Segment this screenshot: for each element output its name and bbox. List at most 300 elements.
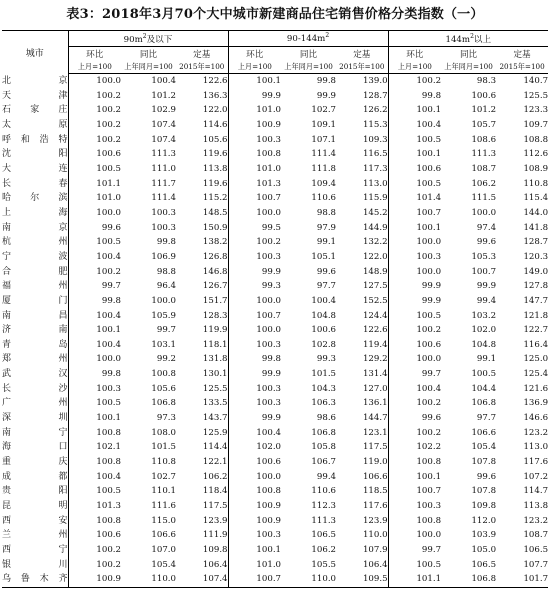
index-value: 106.6 [362, 471, 388, 482]
index-value: 100.5 [471, 369, 497, 380]
table-row [2, 411, 548, 426]
index-value: 110.6 [311, 486, 337, 497]
index-value: 99.7 [388, 543, 441, 558]
city-name: 沈阳 [2, 147, 68, 162]
index-value: 100.8 [388, 514, 441, 529]
index-value: 116.4 [523, 339, 549, 350]
index-value: 100.5 [96, 398, 121, 409]
index-value: 106.4 [362, 559, 388, 570]
index-value: 107.4 [151, 119, 176, 130]
table-row [2, 396, 548, 411]
city-name: 天津 [2, 89, 68, 104]
index-value: 97.4 [476, 222, 497, 233]
index-value: 119.0 [362, 457, 388, 468]
index-value: 125.5 [523, 90, 549, 101]
table-row [2, 338, 548, 353]
city-column-header: 城市 [2, 31, 68, 74]
city-name: 深圳 [2, 411, 68, 426]
table-row [2, 484, 548, 499]
index-value: 119.6 [202, 178, 228, 189]
index-value: 105.4 [471, 442, 497, 453]
index-value: 111.8 [311, 163, 337, 174]
index-value: 144.0 [523, 207, 549, 218]
index-value: 148.5 [202, 207, 228, 218]
table-row [2, 279, 548, 294]
index-value: 99.3 [228, 279, 281, 294]
index-value: 98.8 [156, 266, 176, 277]
index-value: 100.7 [471, 266, 497, 277]
index-value: 111.4 [311, 149, 337, 160]
index-value: 100.6 [96, 530, 121, 541]
index-value: 120.3 [523, 251, 549, 262]
index-value: 101.5 [311, 369, 337, 380]
index-value: 100.7 [388, 484, 441, 499]
city-name: 西安 [2, 514, 68, 529]
index-value: 125.0 [523, 354, 549, 365]
index-value: 125.9 [202, 427, 228, 438]
index-value: 110.0 [121, 572, 176, 587]
table-row [2, 235, 548, 250]
index-value: 99.8 [101, 369, 121, 380]
index-value: 99.9 [228, 89, 281, 104]
index-value: 100.2 [96, 90, 121, 101]
index-value: 105.6 [202, 134, 228, 145]
index-value: 136.1 [362, 398, 388, 409]
index-value: 130.1 [202, 369, 228, 380]
index-value: 101.1 [388, 572, 441, 587]
index-value: 105.4 [151, 559, 176, 570]
index-value: 100.0 [471, 207, 497, 218]
index-value: 100.1 [228, 74, 281, 89]
index-value: 100.0 [96, 207, 121, 218]
index-value: 109.7 [523, 119, 549, 130]
index-value: 100.5 [96, 237, 121, 248]
group-header-90: $90m^2$及以下 [68, 31, 228, 47]
index-value: 110.8 [523, 178, 549, 189]
index-value: 100.2 [388, 396, 441, 411]
index-value: 99.8 [316, 76, 337, 86]
base-header: 2015年=100 [176, 60, 228, 74]
index-value: 139.0 [362, 76, 388, 86]
index-value: 100.0 [388, 352, 441, 367]
index-value: 100.8 [228, 484, 281, 499]
index-value: 111.3 [311, 515, 337, 526]
index-value: 111.9 [202, 530, 228, 541]
index-value: 111.0 [151, 163, 176, 174]
city-name: 广州 [2, 396, 68, 411]
index-value: 105.6 [151, 383, 176, 394]
table-row [2, 514, 548, 529]
index-value: 110.6 [311, 193, 337, 204]
index-value: 100.6 [96, 149, 121, 160]
table-row [2, 558, 548, 573]
index-value: 100.3 [96, 383, 121, 394]
index-value: 122.6 [202, 76, 228, 86]
index-value: 126.8 [202, 251, 228, 262]
table-row [2, 352, 548, 367]
index-value: 100.3 [228, 382, 281, 397]
index-value: 98.6 [316, 413, 337, 424]
index-value: 99.8 [156, 237, 176, 248]
index-value: 114.4 [202, 442, 228, 453]
subcolumn-header: 定基 [193, 49, 211, 60]
index-value: 100.3 [388, 250, 441, 265]
index-value: 106.2 [202, 471, 228, 482]
index-value: 123.2 [523, 427, 549, 438]
index-value: 114.7 [523, 486, 549, 497]
index-value: 125.4 [523, 369, 549, 380]
index-value: 122.0 [362, 251, 388, 262]
base-header: 上月=100 [228, 60, 281, 74]
index-value: 109.5 [336, 572, 388, 587]
base-header: 2015年=100 [496, 60, 548, 74]
index-value: 110.0 [362, 530, 388, 541]
index-value: 100.2 [96, 134, 121, 145]
group-header-90-144: $90-144m^2$ [228, 31, 388, 47]
index-value: 100.8 [388, 455, 441, 470]
index-value: 101.1 [96, 178, 121, 189]
index-value: 103.9 [471, 530, 497, 541]
city-name: 长春 [2, 177, 68, 192]
subcolumn-header: 环比 [86, 49, 104, 60]
index-value: 127.5 [362, 281, 388, 292]
table-row [2, 543, 548, 558]
subcolumn-header-row [2, 47, 548, 61]
index-value: 100.1 [388, 221, 441, 236]
index-value: 100.9 [228, 499, 281, 514]
city-name: 兰州 [2, 528, 68, 543]
index-value: 101.3 [96, 501, 121, 512]
index-value: 102.0 [228, 440, 281, 455]
index-value: 102.7 [151, 471, 176, 482]
index-value: 109.8 [202, 545, 228, 555]
base-header: 2015年=100 [336, 60, 388, 74]
index-value: 119.6 [202, 149, 228, 160]
index-value: 105.9 [151, 310, 176, 321]
index-value: 131.4 [362, 369, 388, 380]
index-value: 102.0 [471, 325, 497, 336]
index-value: 101.4 [388, 191, 441, 206]
index-value: 98.8 [316, 207, 337, 218]
city-name: 哈尔滨 [2, 191, 68, 206]
index-value: 115.9 [362, 193, 388, 204]
index-value: 101.0 [228, 558, 281, 573]
index-value: 99.9 [388, 294, 441, 309]
index-value: 99.5 [228, 221, 281, 236]
index-value: 100.0 [388, 265, 441, 280]
table-row [2, 323, 548, 338]
index-value: 102.9 [151, 105, 176, 116]
index-value: 99.6 [476, 237, 497, 248]
index-value: 107.8 [471, 486, 497, 497]
index-value: 107.1 [311, 134, 337, 145]
index-value: 127.0 [362, 383, 388, 394]
index-value: 105.3 [471, 251, 497, 262]
city-name: 西宁 [2, 543, 68, 558]
subcolumn-header: 同比 [299, 49, 318, 60]
index-value: 128.3 [202, 310, 228, 321]
index-value: 100.4 [96, 339, 121, 350]
index-value: 99.9 [476, 281, 497, 292]
index-value: 138.2 [202, 237, 228, 248]
index-value: 100.7 [228, 309, 281, 324]
index-value: 101.0 [228, 162, 281, 177]
index-value: 100.3 [228, 133, 281, 148]
index-value: 99.6 [101, 222, 121, 233]
index-value: 100.8 [96, 427, 121, 438]
index-value: 100.4 [151, 76, 176, 86]
index-value: 109.8 [471, 501, 497, 512]
index-value: 102.7 [311, 105, 337, 116]
index-value: 100.1 [388, 147, 441, 162]
base-header-row [2, 60, 548, 74]
index-value: 101.7 [496, 572, 548, 587]
index-value: 99.9 [228, 411, 281, 426]
index-value: 99.4 [476, 295, 497, 306]
index-value: 143.7 [202, 413, 228, 424]
index-value: 121.8 [523, 310, 549, 321]
city-name: 北京 [2, 74, 68, 89]
index-value: 99.8 [228, 352, 281, 367]
subcolumn-header: 环比 [388, 47, 441, 61]
table-row [2, 206, 548, 221]
index-value: 148.9 [362, 266, 388, 277]
index-value: 100.7 [228, 191, 281, 206]
city-name: 成都 [2, 470, 68, 485]
index-value: 110.8 [151, 457, 176, 468]
index-value: 100.8 [96, 457, 121, 468]
index-value: 112.3 [311, 501, 337, 512]
index-value: 106.8 [441, 572, 496, 587]
index-value: 100.3 [228, 250, 281, 265]
city-name: 太原 [2, 118, 68, 133]
index-value: 100.9 [68, 572, 121, 587]
index-value: 112.0 [471, 515, 497, 526]
index-value: 122.1 [202, 457, 228, 468]
table-row [2, 177, 548, 192]
index-value: 106.5 [311, 530, 337, 541]
index-value: 99.7 [156, 325, 176, 336]
index-value: 100.6 [388, 338, 441, 353]
index-value: 103.1 [151, 339, 176, 350]
city-name: 重庆 [2, 455, 68, 470]
index-value: 100.3 [228, 528, 281, 543]
index-value: 116.5 [362, 149, 388, 160]
table-row [2, 440, 548, 455]
table-row [2, 426, 548, 441]
index-value: 100.6 [388, 162, 441, 177]
index-value: 124.4 [362, 310, 388, 321]
index-value: 100.2 [388, 323, 441, 338]
index-value: 106.6 [151, 530, 176, 541]
index-value: 106.2 [311, 545, 337, 555]
index-value: 99.1 [316, 237, 337, 248]
index-value: 146.6 [523, 413, 549, 424]
index-value: 101.0 [96, 193, 121, 204]
index-value: 100.6 [471, 90, 497, 101]
index-value: 118.4 [202, 486, 228, 497]
index-value: 111.4 [151, 193, 176, 204]
price-index-table [2, 30, 548, 588]
city-name: 济南 [2, 323, 68, 338]
city-name: 呼和浩特 [2, 133, 68, 148]
city-name: 郑州 [2, 352, 68, 367]
index-value: 100.2 [96, 119, 121, 130]
index-value: 152.5 [362, 295, 388, 306]
city-name: 南京 [2, 221, 68, 236]
index-value: 100.3 [228, 396, 281, 411]
table-row [2, 309, 548, 324]
index-value: 125.5 [202, 383, 228, 394]
table-row [2, 250, 548, 265]
index-value: 103.2 [471, 310, 497, 321]
index-value: 128.7 [362, 90, 388, 101]
table-row [2, 118, 548, 133]
index-value: 100.4 [388, 382, 441, 397]
index-value: 99.7 [388, 367, 441, 382]
city-name: 厦门 [2, 294, 68, 309]
index-value: 100.5 [388, 309, 441, 324]
index-value: 132.2 [362, 237, 388, 248]
index-value: 117.5 [202, 501, 228, 512]
index-value: 110.1 [151, 486, 176, 497]
index-value: 109.4 [311, 178, 337, 189]
index-value: 100.0 [228, 323, 281, 338]
index-value: 100.2 [96, 559, 121, 570]
index-value: 107.7 [523, 559, 549, 570]
index-value: 100.0 [388, 235, 441, 250]
table-row [2, 147, 548, 162]
index-value: 115.4 [523, 193, 549, 204]
city-name: 武汉 [2, 367, 68, 382]
index-value: 100.4 [96, 310, 121, 321]
index-value: 113.8 [523, 501, 549, 512]
index-value: 99.3 [316, 354, 337, 365]
index-value: 117.6 [362, 501, 388, 512]
index-value: 100.1 [96, 413, 121, 424]
subcolumn-header: 定基 [513, 49, 531, 60]
index-value: 150.9 [202, 222, 228, 233]
index-value: 104.8 [311, 310, 337, 321]
index-value: 145.2 [362, 207, 388, 218]
index-value: 99.2 [156, 354, 176, 365]
index-value: 106.8 [471, 398, 497, 409]
index-value: 100.8 [96, 515, 121, 526]
table-row [2, 162, 548, 177]
index-value: 107.0 [151, 545, 176, 555]
base-header: 上年同月=100 [281, 60, 336, 74]
city-name: 上海 [2, 206, 68, 221]
index-value: 112.6 [523, 149, 549, 160]
table-row [2, 133, 548, 148]
index-value: 100.4 [388, 118, 441, 133]
table-row [2, 470, 548, 485]
index-value: 100.6 [311, 325, 337, 336]
index-value: 126.2 [362, 105, 388, 116]
index-value: 100.8 [228, 147, 281, 162]
index-value: 99.9 [388, 279, 441, 294]
index-value: 107.2 [523, 471, 549, 482]
index-value: 111.3 [471, 149, 497, 160]
index-value: 100.4 [96, 471, 121, 482]
index-value: 97.7 [316, 281, 337, 292]
index-value: 99.9 [228, 367, 281, 382]
index-value: 97.9 [316, 222, 337, 233]
index-value: 113.0 [523, 442, 549, 453]
index-value: 108.8 [523, 134, 549, 145]
subcolumn-header: 同比 [459, 49, 478, 60]
index-value: 122.0 [202, 105, 228, 116]
index-value: 105.7 [471, 119, 497, 130]
index-value: 147.7 [523, 295, 549, 306]
index-value: 140.7 [523, 76, 549, 86]
index-value: 123.9 [202, 515, 228, 526]
index-value: 122.6 [362, 325, 388, 336]
index-value: 106.5 [523, 545, 549, 555]
index-value: 121.6 [523, 383, 549, 394]
index-value: 105.5 [311, 559, 337, 570]
index-value: 118.1 [202, 339, 228, 350]
index-value: 99.8 [388, 89, 441, 104]
index-value: 100.2 [96, 105, 121, 116]
base-header: 上月=100 [68, 60, 121, 74]
subcolumn-header: 定基 [353, 49, 371, 60]
index-value: 106.5 [471, 559, 497, 570]
index-value: 101.3 [228, 177, 281, 192]
index-value: 100.3 [151, 222, 176, 233]
index-value: 99.7 [101, 281, 121, 292]
table-row [2, 499, 548, 514]
table-row [2, 455, 548, 470]
index-value: 99.6 [476, 471, 497, 482]
table-row [2, 89, 548, 104]
index-value: 100.5 [388, 558, 441, 573]
index-value: 146.8 [202, 266, 228, 277]
index-value: 107.9 [362, 545, 388, 555]
index-value: 149.0 [523, 266, 549, 277]
index-value: 109.3 [362, 134, 388, 145]
index-value: 101.0 [228, 103, 281, 118]
index-value: 100.2 [388, 426, 441, 441]
index-value: 123.9 [362, 515, 388, 526]
index-value: 106.7 [311, 457, 337, 468]
index-value: 106.2 [471, 178, 497, 189]
index-value: 100.1 [388, 470, 441, 485]
index-value: 114.6 [202, 119, 228, 130]
index-value: 141.8 [523, 222, 549, 233]
index-value: 99.8 [101, 295, 121, 306]
index-value: 118.5 [362, 486, 388, 497]
index-value: 100.4 [96, 251, 121, 262]
index-value: 106.4 [202, 559, 228, 570]
city-name: 长沙 [2, 382, 68, 397]
index-value: 104.8 [471, 339, 497, 350]
index-value: 123.3 [523, 105, 549, 116]
index-value: 100.0 [96, 76, 121, 86]
index-value: 102.2 [388, 440, 441, 455]
city-name: 大连 [2, 162, 68, 177]
index-value: 100.1 [228, 543, 281, 558]
index-value: 101.5 [151, 442, 176, 453]
index-value: 100.3 [228, 338, 281, 353]
table-title: 表3：2018年3月70个大中城市新建商品住宅销售价格分类指数（一） [66, 7, 484, 22]
base-header: 上月=100 [388, 60, 441, 74]
table-row [2, 528, 548, 543]
index-value: 107.4 [151, 134, 176, 145]
index-value: 100.2 [96, 545, 121, 555]
index-value: 100.2 [388, 74, 441, 89]
index-value: 100.0 [228, 294, 281, 309]
